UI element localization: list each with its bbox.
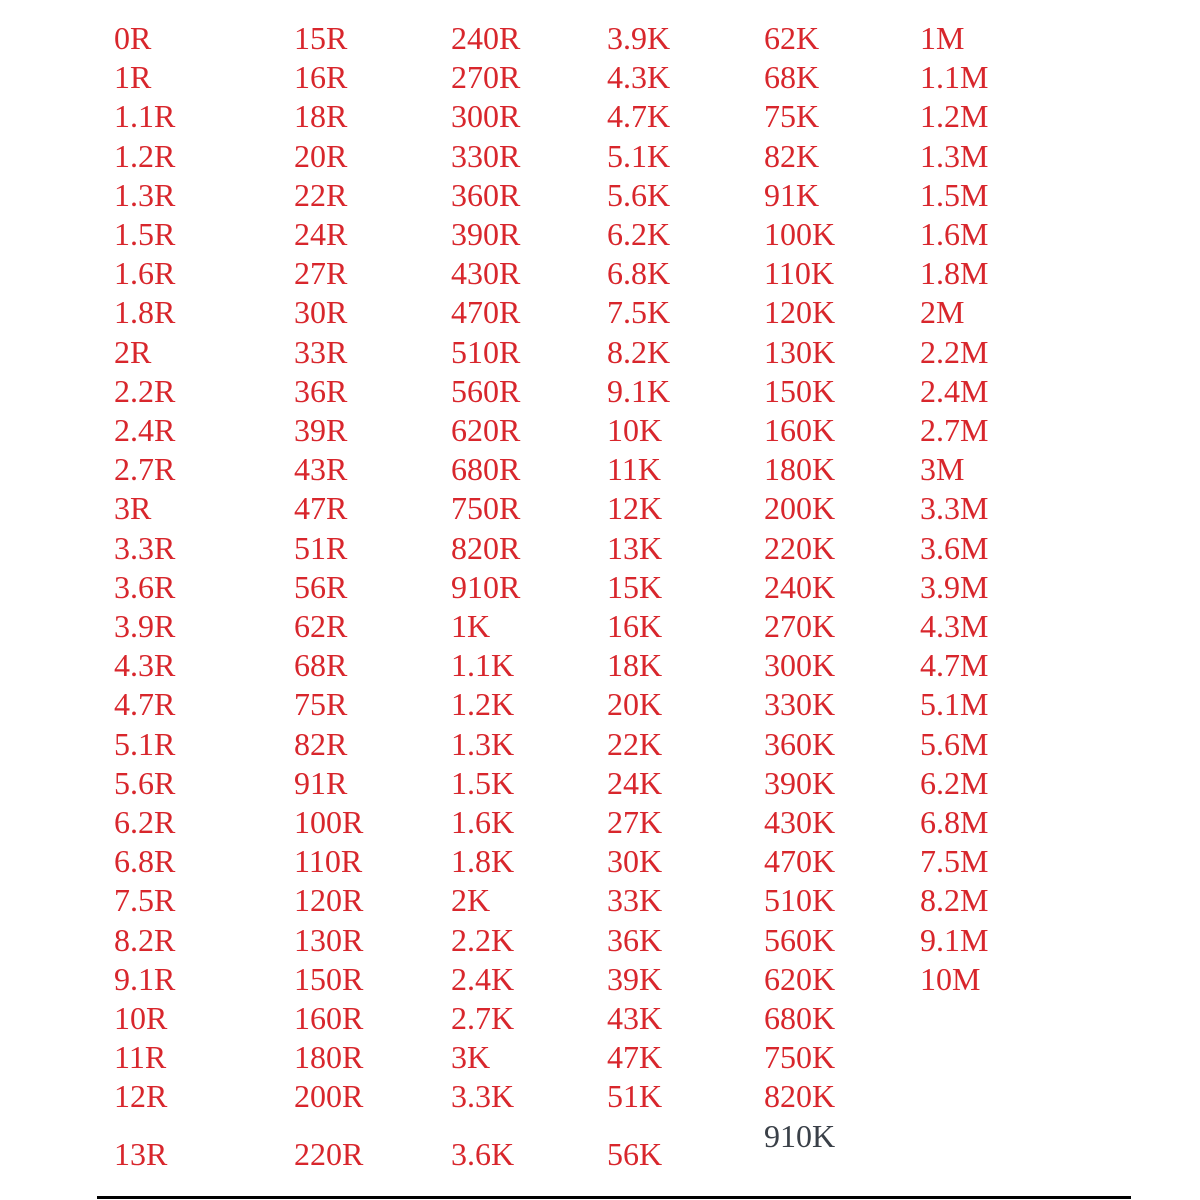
resistor-value: 16R xyxy=(294,59,348,96)
resistor-value: 7.5K xyxy=(607,294,671,331)
resistor-value: 3.6M xyxy=(920,529,989,566)
resistor-value: 6.8M xyxy=(920,804,989,840)
resistor-value: 30K xyxy=(607,843,663,880)
resistor-value: 6.2R xyxy=(114,804,176,840)
resistor-value: 1.8M xyxy=(920,255,989,292)
resistor-value: 390K xyxy=(764,764,836,801)
resistor-value: 62R xyxy=(294,608,348,644)
resistor-value: 20K xyxy=(607,686,663,723)
resistor-value: 300K xyxy=(764,647,836,684)
resistor-value: 12R xyxy=(114,1078,168,1115)
resistor-value: 3K xyxy=(451,1039,491,1076)
resistor-value: 10K xyxy=(607,412,663,448)
resistor-value: 1.6M xyxy=(920,216,989,252)
resistor-value: 4.3K xyxy=(607,59,671,96)
resistor-value: 0R xyxy=(114,20,152,56)
resistor-value: 13R xyxy=(114,1135,168,1172)
resistor-value: 33R xyxy=(294,333,348,370)
bottom-divider xyxy=(97,1196,1131,1199)
resistor-value: 3.6K xyxy=(451,1135,515,1172)
resistor-value: 3.3K xyxy=(451,1078,515,1115)
resistor-value: 43K xyxy=(607,1000,663,1036)
resistor-value: 11K xyxy=(607,451,661,488)
resistor-value: 680K xyxy=(764,1000,836,1036)
resistor-value: 1.5M xyxy=(920,176,989,213)
resistor-value: 27K xyxy=(607,804,663,840)
resistor-value: 2.2R xyxy=(114,372,176,409)
resistor-value: 1.1M xyxy=(920,59,989,96)
resistor-value: 1.5R xyxy=(114,216,176,252)
resistor-value: 36R xyxy=(294,372,348,409)
resistor-value: 1M xyxy=(920,20,965,56)
resistor-value: 820K xyxy=(764,1078,836,1115)
resistor-value: 2.2K xyxy=(451,921,515,958)
resistor-value: 3.9R xyxy=(114,608,176,644)
resistor-value: 300R xyxy=(451,98,521,135)
resistor-value: 6.8R xyxy=(114,843,176,880)
resistor-value: 160R xyxy=(294,1000,364,1036)
resistor-value: 3.9M xyxy=(920,568,989,605)
resistor-value: 680R xyxy=(451,451,521,488)
resistor-value: 39K xyxy=(607,960,663,997)
resistor-value: 910R xyxy=(451,568,521,605)
resistor-value: 8.2R xyxy=(114,921,176,958)
resistor-value: 100R xyxy=(294,804,364,840)
resistor-value: 91K xyxy=(764,176,820,213)
resistor-value: 3M xyxy=(920,451,965,488)
resistor-value: 2.7M xyxy=(920,412,989,448)
resistor-value: 30R xyxy=(294,294,348,331)
resistor-value: 47K xyxy=(607,1039,663,1076)
resistor-value: 750K xyxy=(764,1039,836,1076)
resistor-value: 240K xyxy=(764,568,836,605)
resistor-value: 6.2M xyxy=(920,764,989,801)
resistor-value: 9.1M xyxy=(920,921,989,958)
resistor-value: 4.7R xyxy=(114,686,176,723)
resistor-value: 1.2K xyxy=(451,686,515,723)
resistor-value: 150R xyxy=(294,960,364,997)
resistor-value: 1.3K xyxy=(451,725,515,762)
resistor-value: 22K xyxy=(607,725,663,762)
resistor-value: 5.1M xyxy=(920,686,989,723)
resistor-value: 330K xyxy=(764,686,836,723)
resistor-value: 150K xyxy=(764,372,836,409)
resistor-value: 360K xyxy=(764,725,836,762)
resistor-value: 11R xyxy=(114,1039,167,1076)
resistor-value: 110R xyxy=(294,843,363,880)
resistor-value: 8.2M xyxy=(920,882,989,919)
resistor-value: 820R xyxy=(451,529,521,566)
resistor-value: 13K xyxy=(607,529,663,566)
resistor-value: 1.8R xyxy=(114,294,176,331)
resistor-value: 220R xyxy=(294,1135,364,1172)
resistor-value: 12K xyxy=(607,490,663,527)
resistor-value: 270R xyxy=(451,59,521,96)
resistor-value: 68K xyxy=(764,59,820,96)
resistor-value: 20R xyxy=(294,137,348,174)
resistor-value: 1.2M xyxy=(920,98,989,135)
resistor-value: 27R xyxy=(294,255,348,292)
resistor-value: 18R xyxy=(294,98,348,135)
resistor-value: 4.7M xyxy=(920,647,989,684)
resistor-value: 2K xyxy=(451,882,491,919)
resistor-value: 1.6R xyxy=(114,255,176,292)
resistor-value: 620K xyxy=(764,960,836,997)
resistor-value: 1.1K xyxy=(451,647,515,684)
resistor-value: 3.9K xyxy=(607,20,671,56)
resistor-value: 430K xyxy=(764,804,836,840)
resistor-value: 100K xyxy=(764,216,836,252)
resistor-value: 1R xyxy=(114,59,152,96)
resistor-value: 24K xyxy=(607,764,663,801)
resistor-value: 3.3R xyxy=(114,529,176,566)
resistor-value: 62K xyxy=(764,20,820,56)
resistor-value: 390R xyxy=(451,216,521,252)
resistor-value: 5.1R xyxy=(114,725,176,762)
resistor-value: 75R xyxy=(294,686,348,723)
resistor-value: 2R xyxy=(114,333,152,370)
resistor-value: 5.6M xyxy=(920,725,989,762)
resistor-value: 910K xyxy=(764,1117,836,1154)
resistor-value: 200R xyxy=(294,1078,364,1115)
resistor-value: 240R xyxy=(451,20,521,56)
resistor-value: 15K xyxy=(607,568,663,605)
resistor-value: 220K xyxy=(764,529,836,566)
resistor-value: 1.6K xyxy=(451,804,515,840)
resistor-value: 160K xyxy=(764,412,836,448)
resistor-value: 4.7K xyxy=(607,98,671,135)
resistor-value: 1K xyxy=(451,608,491,644)
resistor-value: 510K xyxy=(764,882,836,919)
resistor-value: 36K xyxy=(607,921,663,958)
resistor-value: 18K xyxy=(607,647,663,684)
resistor-value: 2.4K xyxy=(451,960,515,997)
resistor-value: 560R xyxy=(451,372,521,409)
resistor-value: 7.5M xyxy=(920,843,989,880)
resistor-value: 620R xyxy=(451,412,521,448)
resistor-value: 2M xyxy=(920,294,965,331)
resistor-value: 330R xyxy=(451,137,521,174)
resistor-value: 130K xyxy=(764,333,836,370)
resistor-value: 510R xyxy=(451,333,521,370)
resistor-value: 22R xyxy=(294,176,348,213)
resistor-value: 180R xyxy=(294,1039,364,1076)
resistor-value: 91R xyxy=(294,764,348,801)
resistor-value: 120R xyxy=(294,882,364,919)
resistor-value: 5.6K xyxy=(607,176,671,213)
resistor-value: 3R xyxy=(114,490,152,527)
resistor-value: 3.3M xyxy=(920,490,989,527)
resistor-value: 10M xyxy=(920,960,981,997)
resistor-value: 110K xyxy=(764,255,834,292)
resistor-value: 82R xyxy=(294,725,348,762)
resistor-value: 1.1R xyxy=(114,98,176,135)
resistor-value: 1.5K xyxy=(451,764,515,801)
resistor-value: 16K xyxy=(607,608,663,644)
resistor-value: 270K xyxy=(764,608,836,644)
resistor-value: 5.6R xyxy=(114,764,176,801)
resistor-value: 24R xyxy=(294,216,348,252)
resistor-value: 9.1K xyxy=(607,372,671,409)
resistor-value: 1.3M xyxy=(920,137,989,174)
resistor-value: 4.3R xyxy=(114,647,176,684)
resistor-value: 68R xyxy=(294,647,348,684)
resistor-value: 75K xyxy=(764,98,820,135)
resistor-value: 51R xyxy=(294,529,348,566)
resistor-value: 1.2R xyxy=(114,137,176,174)
resistor-value: 6.8K xyxy=(607,255,671,292)
resistor-value: 3.6R xyxy=(114,568,176,605)
resistor-value: 470R xyxy=(451,294,521,331)
resistor-value: 9.1R xyxy=(114,960,176,997)
resistor-value: 470K xyxy=(764,843,836,880)
resistor-value: 360R xyxy=(451,176,521,213)
resistor-value: 430R xyxy=(451,255,521,292)
resistor-value: 200K xyxy=(764,490,836,527)
resistor-value: 2.4M xyxy=(920,372,989,409)
resistor-value: 51K xyxy=(607,1078,663,1115)
resistor-value: 6.2K xyxy=(607,216,671,252)
resistor-value: 1.8K xyxy=(451,843,515,880)
resistor-value: 10R xyxy=(114,1000,168,1036)
resistor-value: 4.3M xyxy=(920,608,989,644)
resistor-value: 56R xyxy=(294,568,348,605)
resistor-value: 2.4R xyxy=(114,412,176,448)
resistor-value: 1.3R xyxy=(114,176,176,213)
resistor-value: 5.1K xyxy=(607,137,671,174)
resistor-value: 130R xyxy=(294,921,364,958)
resistor-value: 2.7K xyxy=(451,1000,515,1036)
resistor-value: 56K xyxy=(607,1135,663,1172)
resistor-value: 560K xyxy=(764,921,836,958)
resistor-value: 15R xyxy=(294,20,348,56)
resistor-value: 47R xyxy=(294,490,348,527)
resistor-value: 39R xyxy=(294,412,348,448)
resistor-value: 82K xyxy=(764,137,820,174)
resistor-value: 180K xyxy=(764,451,836,488)
resistor-value: 7.5R xyxy=(114,882,176,919)
resistor-value: 750R xyxy=(451,490,521,527)
resistor-value: 8.2K xyxy=(607,333,671,370)
resistor-value: 43R xyxy=(294,451,348,488)
resistor-value: 33K xyxy=(607,882,663,919)
resistor-value: 2.7R xyxy=(114,451,176,488)
resistor-value: 2.2M xyxy=(920,333,989,370)
resistor-value: 120K xyxy=(764,294,836,331)
